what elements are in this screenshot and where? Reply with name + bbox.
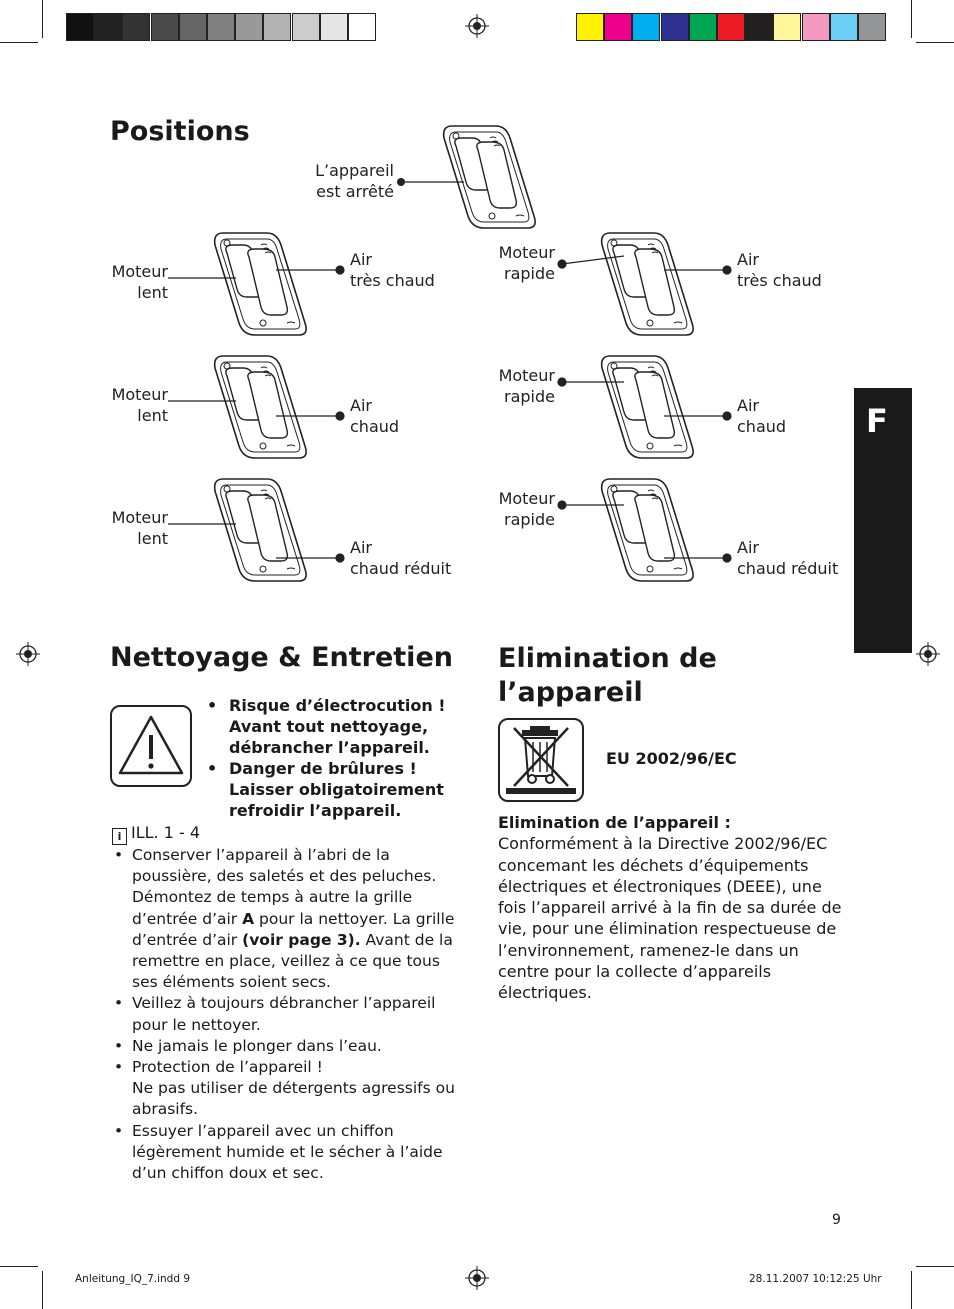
illustration-ref: i ILL. 1 - 4 [112, 823, 200, 845]
label-motor-slow: Moteur lent [111, 385, 168, 425]
label-motor-fast: Moteur rapide [498, 366, 555, 406]
label-motor-fast: Moteur rapide [498, 489, 555, 529]
list-item: • Veillez à toujours débrancher l’appareil pour le nettoyer. [110, 993, 455, 1035]
language-tab-letter: F [866, 402, 888, 440]
cleaning-title: Nettoyage & Entretien [110, 642, 453, 673]
label-air-hot: Air chaud [737, 396, 787, 436]
list-item: • Protection de l’appareil ! Ne pas utiliser de détergents agressifs ou abrasifs. [110, 1057, 455, 1121]
label-air-reduced: Air chaud réduit [350, 538, 452, 578]
info-icon: i [112, 828, 127, 845]
footer-file: Anleitung_IQ_7.indd 9 [75, 1273, 191, 1285]
care-list [110, 845, 455, 1184]
warning-item: • Risque d’électrocution ! Avant tout nettoyage, débrancher l’appareil. [207, 695, 457, 758]
disposal-text: Elimination de l’appareil : Conformément à la Directive 2002/96/EC concemant les déchets d’équipements électriques et électroniques (DEEE), une fois l’appareil arrivé à la fin de sa durée de vie, pour une élimination respectueuse de l’environnement, ramenez-le dans un centre pour la collecte d’appareils électriques. [498, 813, 842, 1003]
crop-mark [42, 1271, 43, 1309]
registration-mark-icon [16, 642, 40, 666]
disposal-title: Elimination de l’appareil [498, 643, 717, 708]
warning-list [207, 695, 457, 821]
label-air-very-hot: Air très chaud [350, 250, 435, 290]
crop-mark [916, 1266, 954, 1267]
registration-mark-icon [916, 642, 940, 666]
label-off: L’appareil est arrêté [315, 161, 394, 201]
label-air-very-hot: Air très chaud [737, 250, 822, 290]
crossed-bin-icon [500, 720, 582, 800]
footer-timestamp: 28.11.2007 10:12:25 Uhr [749, 1273, 882, 1285]
warning-item: • Danger de brûlures ! Laisser obligatoirement refroidir l’appareil. [207, 758, 457, 821]
weee-box [498, 718, 584, 802]
warning-triangle-icon [112, 707, 190, 785]
leader-lines [0, 0, 954, 600]
label-air-reduced: Air chaud réduit [737, 538, 839, 578]
warning-box [110, 705, 192, 787]
positions-title: Positions [110, 116, 250, 147]
page-number: 9 [832, 1212, 841, 1228]
label-motor-fast: Moteur rapide [498, 243, 555, 283]
list-item: • Essuyer l’appareil avec un chiffon légèrement humide et le sécher à l’aide d’un chiffon doux et sec. [110, 1121, 455, 1185]
crop-mark [911, 1271, 912, 1309]
registration-mark-icon [465, 1266, 489, 1290]
list-item: • Conserver l’appareil à l’abri de la poussière, des saletés et des peluches. Démontez de temps à autre la grille d’entrée d’air A pour la nettoyer. La grille d’entrée d’air (voir page 3). Avant de la remettre en place, veillez à ce que tous ses éléments soient secs. [110, 845, 455, 993]
label-air-hot: Air chaud [350, 396, 400, 436]
list-item: • Ne jamais le plonger dans l’eau. [110, 1036, 455, 1057]
label-motor-slow: Moteur lent [111, 262, 168, 302]
label-motor-slow: Moteur lent [111, 508, 168, 548]
directive-label: EU 2002/96/EC [606, 749, 737, 768]
crop-mark [0, 1266, 38, 1267]
